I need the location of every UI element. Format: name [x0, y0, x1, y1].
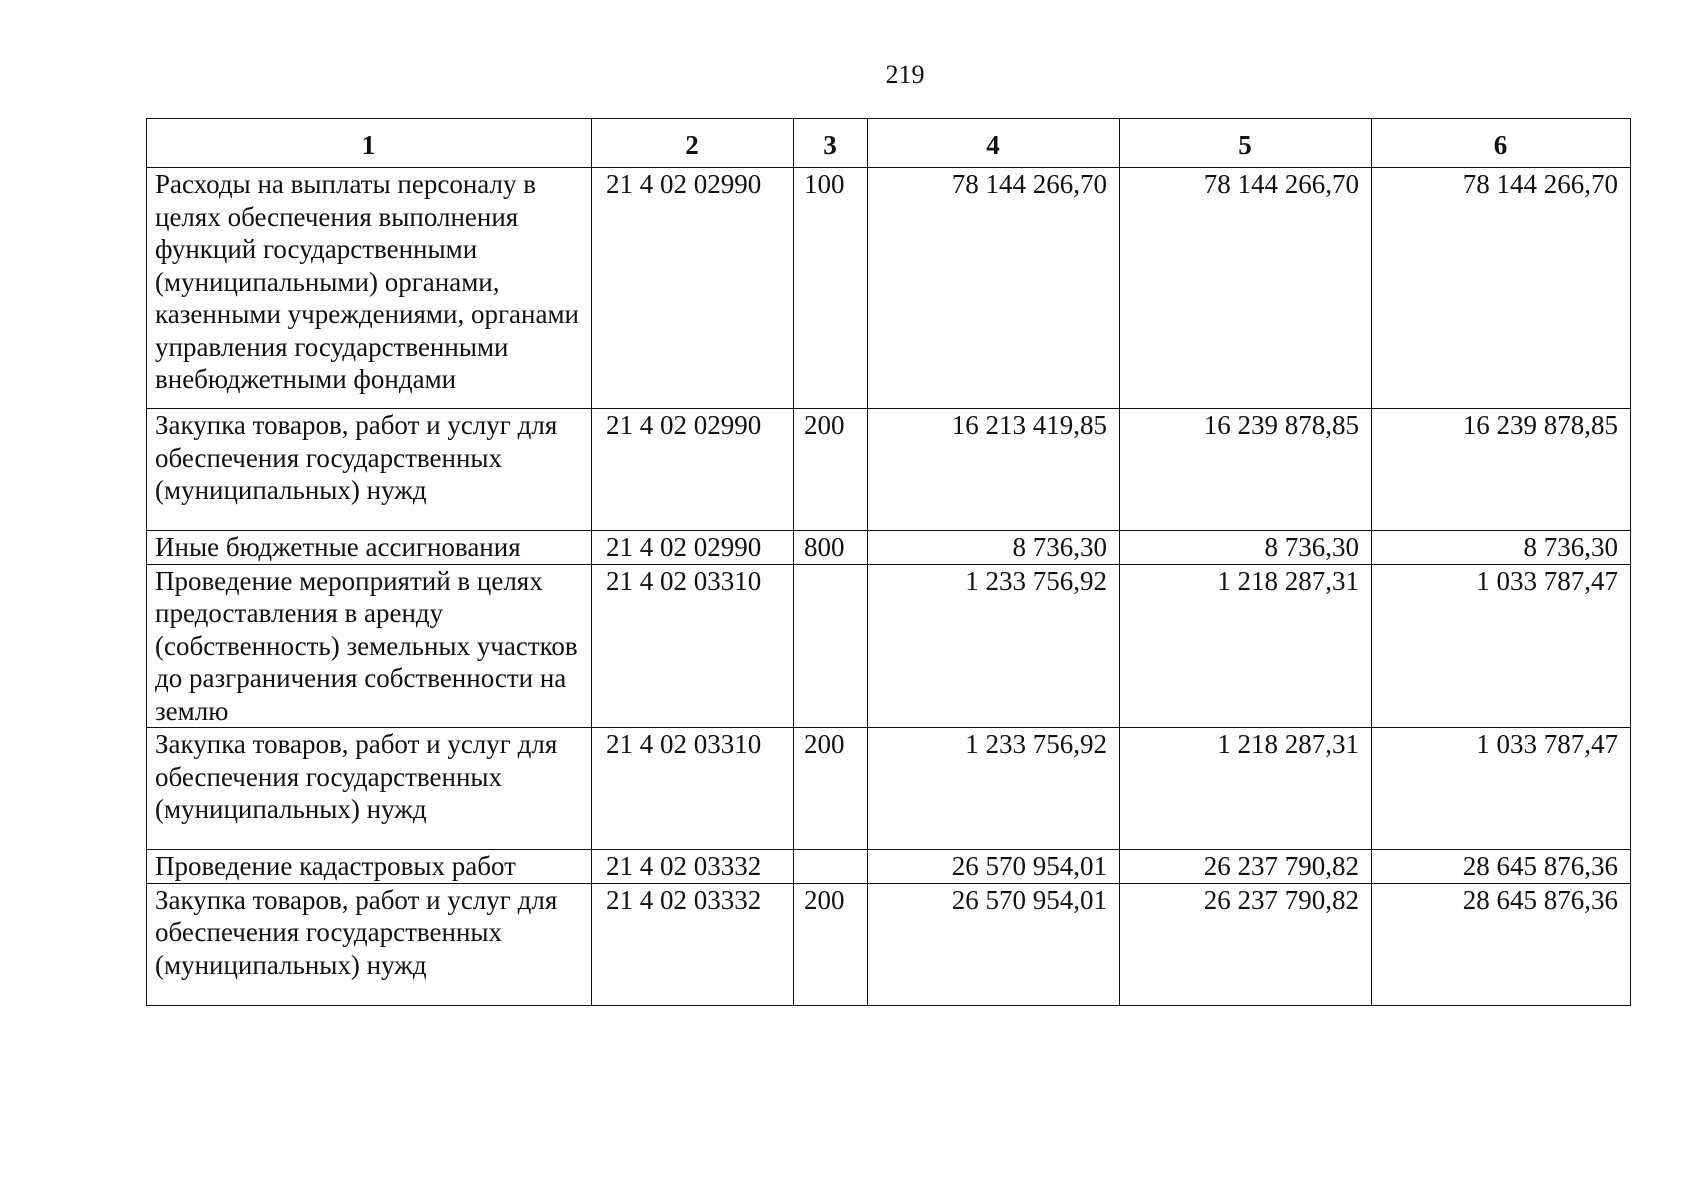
table-row — [147, 728, 1631, 850]
amount-col6-cell: 1 033 787,47 — [1372, 564, 1631, 728]
expense-type-cell: 100 — [794, 168, 868, 409]
amount-col4-cell: 26 570 954,01 — [868, 883, 1120, 1005]
amount-col4-cell: 8 736,30 — [868, 531, 1120, 565]
expense-type-cell — [794, 564, 868, 728]
amount-col4-cell: 1 233 756,92 — [868, 728, 1120, 850]
amount-col6-cell: 28 645 876,36 — [1372, 850, 1631, 884]
expense-name-cell: Закупка товаров, работ и услуг для обеспечения государственных (муниципальных) нужд — [147, 728, 592, 850]
amount-col5-cell: 16 239 878,85 — [1120, 409, 1372, 531]
amount-col5-cell: 1 218 287,31 — [1120, 728, 1372, 850]
header-cell-2: 2 — [592, 119, 794, 168]
target-code-cell: 21 4 02 02990 — [592, 168, 794, 409]
amount-col6-cell: 8 736,30 — [1372, 531, 1631, 565]
amount-col6-cell: 28 645 876,36 — [1372, 883, 1631, 1005]
amount-col5-cell: 26 237 790,82 — [1120, 850, 1372, 884]
amount-col4-cell: 26 570 954,01 — [868, 850, 1120, 884]
table-row — [147, 409, 1631, 531]
table-row — [147, 883, 1631, 1005]
expense-name-cell: Закупка товаров, работ и услуг для обеспечения государственных (муниципальных) нужд — [147, 409, 592, 531]
header-row — [147, 119, 1631, 168]
target-code-cell: 21 4 02 02990 — [592, 409, 794, 531]
amount-col4-cell: 1 233 756,92 — [868, 564, 1120, 728]
budget-table — [146, 118, 1631, 1006]
header-cell-6: 6 — [1372, 119, 1631, 168]
table-row — [147, 531, 1631, 565]
table-row — [147, 564, 1631, 728]
expense-type-cell: 800 — [794, 531, 868, 565]
expense-name-cell: Иные бюджетные ассигнования — [147, 531, 592, 565]
table-body — [147, 168, 1631, 1006]
expense-name-cell: Проведение мероприятий в целях предоставления в аренду (собственность) земельных участков до разграничения собственности на землю — [147, 564, 592, 728]
header-cell-4: 4 — [868, 119, 1120, 168]
expense-name-cell: Расходы на выплаты персоналу в целях обеспечения выполнения функций государственными (муниципальными) органами, казенными учреждениями, органами управления государственными внебюджетными фондами — [147, 168, 592, 409]
amount-col5-cell: 78 144 266,70 — [1120, 168, 1372, 409]
target-code-cell: 21 4 02 02990 — [592, 531, 794, 565]
amount-col6-cell: 16 239 878,85 — [1372, 409, 1631, 531]
amount-col4-cell: 16 213 419,85 — [868, 409, 1120, 531]
table-header — [147, 119, 1631, 168]
page-number: 219 — [885, 60, 925, 89]
expense-type-cell — [794, 850, 868, 884]
amount-col4-cell: 78 144 266,70 — [868, 168, 1120, 409]
expense-name-cell: Закупка товаров, работ и услуг для обеспечения государственных (муниципальных) нужд — [147, 883, 592, 1005]
amount-col5-cell: 26 237 790,82 — [1120, 883, 1372, 1005]
header-cell-3: 3 — [794, 119, 868, 168]
target-code-cell: 21 4 02 03310 — [592, 564, 794, 728]
table-row — [147, 168, 1631, 409]
amount-col6-cell: 1 033 787,47 — [1372, 728, 1631, 850]
amount-col6-cell: 78 144 266,70 — [1372, 168, 1631, 409]
header-cell-5: 5 — [1120, 119, 1372, 168]
amount-col5-cell: 8 736,30 — [1120, 531, 1372, 565]
table-row — [147, 850, 1631, 884]
amount-col5-cell: 1 218 287,31 — [1120, 564, 1372, 728]
expense-type-cell: 200 — [794, 409, 868, 531]
target-code-cell: 21 4 02 03332 — [592, 883, 794, 1005]
expense-type-cell: 200 — [794, 883, 868, 1005]
target-code-cell: 21 4 02 03310 — [592, 728, 794, 850]
target-code-cell: 21 4 02 03332 — [592, 850, 794, 884]
header-cell-1: 1 — [147, 119, 592, 168]
expense-name-cell: Проведение кадастровых работ — [147, 850, 592, 884]
expense-type-cell: 200 — [794, 728, 868, 850]
